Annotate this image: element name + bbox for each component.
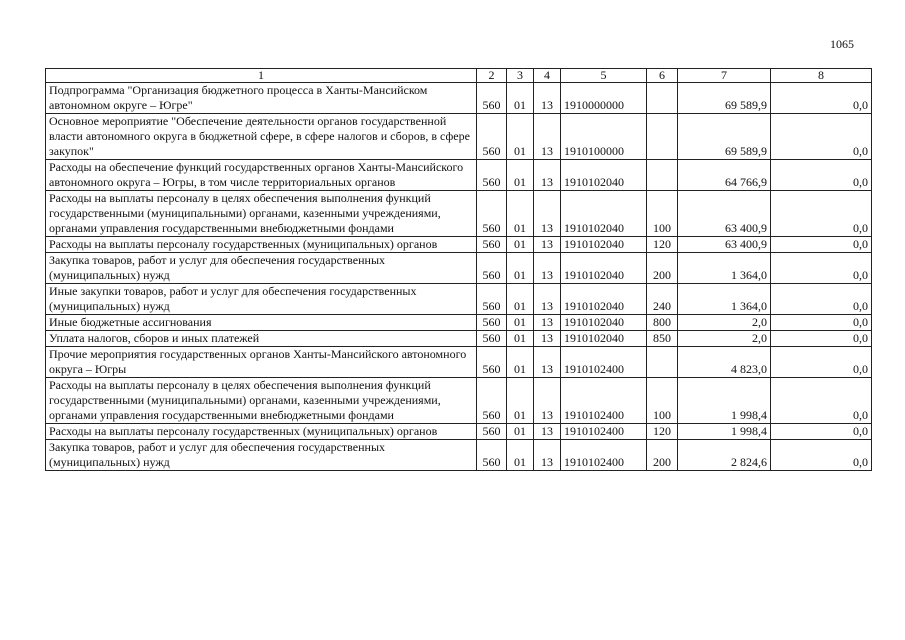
cell-col-4: 13 [534, 440, 561, 471]
cell-col-3: 01 [507, 331, 534, 347]
cell-col-8: 0,0 [771, 284, 872, 315]
column-header-4: 4 [534, 69, 561, 83]
column-header-5: 5 [561, 69, 647, 83]
cell-col-2: 560 [477, 191, 507, 237]
cell-col-4: 13 [534, 378, 561, 424]
page-number: 1065 [830, 37, 854, 51]
cell-col-6: 850 [647, 331, 678, 347]
cell-col-4: 13 [534, 191, 561, 237]
cell-name: Прочие мероприятия государственных органов Ханты-Мансийского автономного округа – Югры [46, 347, 477, 378]
cell-col-4: 13 [534, 284, 561, 315]
cell-col-8: 0,0 [771, 440, 872, 471]
cell-col-7: 63 400,9 [678, 191, 771, 237]
cell-col-6 [647, 347, 678, 378]
cell-col-7: 69 589,9 [678, 114, 771, 160]
budget-table [45, 68, 872, 471]
table-row [46, 378, 872, 424]
table-row [46, 331, 872, 347]
cell-col-4: 13 [534, 83, 561, 114]
cell-name: Расходы на выплаты персоналу в целях обеспечения выполнения функций государственными (муниципальными) органами, казенными учреждениями, органами управления государственными внебюджетными фондами [46, 191, 477, 237]
cell-name: Подпрограмма "Организация бюджетного процесса в Ханты-Мансийском автономном округе – Югре" [46, 83, 477, 114]
header-row [46, 69, 872, 83]
cell-col-6: 120 [647, 237, 678, 253]
cell-col-4: 13 [534, 347, 561, 378]
cell-col-7: 1 364,0 [678, 284, 771, 315]
cell-col-7: 63 400,9 [678, 237, 771, 253]
cell-col-3: 01 [507, 347, 534, 378]
cell-col-3: 01 [507, 191, 534, 237]
column-header-3: 3 [507, 69, 534, 83]
column-header-6: 6 [647, 69, 678, 83]
cell-col-2: 560 [477, 378, 507, 424]
cell-col-2: 560 [477, 347, 507, 378]
cell-col-4: 13 [534, 237, 561, 253]
cell-col-2: 560 [477, 331, 507, 347]
cell-col-7: 2,0 [678, 315, 771, 331]
table-row [46, 424, 872, 440]
cell-col-7: 1 998,4 [678, 378, 771, 424]
cell-col-8: 0,0 [771, 347, 872, 378]
cell-col-5: 1910102040 [561, 237, 647, 253]
table-row [46, 83, 872, 114]
cell-name: Основное мероприятие "Обеспечение деятельности органов государственной власти автономного округа в бюджетной сфере, в сфере налогов и сборов, в сфере закупок" [46, 114, 477, 160]
cell-name: Иные закупки товаров, работ и услуг для обеспечения государственных (муниципальных) нужд [46, 284, 477, 315]
cell-col-6: 200 [647, 440, 678, 471]
cell-col-7: 1 364,0 [678, 253, 771, 284]
cell-col-4: 13 [534, 424, 561, 440]
cell-col-6 [647, 114, 678, 160]
cell-col-5: 1910102400 [561, 424, 647, 440]
cell-col-2: 560 [477, 114, 507, 160]
cell-col-3: 01 [507, 114, 534, 160]
cell-col-5: 1910102040 [561, 253, 647, 284]
cell-col-7: 69 589,9 [678, 83, 771, 114]
cell-col-3: 01 [507, 83, 534, 114]
cell-name: Закупка товаров, работ и услуг для обеспечения государственных (муниципальных) нужд [46, 253, 477, 284]
cell-col-8: 0,0 [771, 191, 872, 237]
cell-col-2: 560 [477, 237, 507, 253]
cell-col-3: 01 [507, 284, 534, 315]
cell-col-8: 0,0 [771, 315, 872, 331]
cell-col-8: 0,0 [771, 331, 872, 347]
cell-col-5: 1910102400 [561, 440, 647, 471]
cell-col-6: 200 [647, 253, 678, 284]
cell-name: Расходы на обеспечение функций государственных органов Ханты-Мансийского автономного округа – Югры, в том числе территориальных органов [46, 160, 477, 191]
cell-col-4: 13 [534, 331, 561, 347]
table-row [46, 347, 872, 378]
table-row [46, 253, 872, 284]
cell-col-2: 560 [477, 83, 507, 114]
cell-col-5: 1910102040 [561, 331, 647, 347]
cell-name: Расходы на выплаты персоналу в целях обеспечения выполнения функций государственными (муниципальными) органами, казенными учреждениями, органами управления государственными внебюджетными фондами [46, 378, 477, 424]
table-row [46, 315, 872, 331]
cell-col-7: 2,0 [678, 331, 771, 347]
cell-col-6: 100 [647, 378, 678, 424]
column-header-8: 8 [771, 69, 872, 83]
table-row [46, 440, 872, 471]
table-row [46, 114, 872, 160]
cell-col-7: 64 766,9 [678, 160, 771, 191]
cell-col-8: 0,0 [771, 114, 872, 160]
cell-col-3: 01 [507, 378, 534, 424]
cell-col-8: 0,0 [771, 160, 872, 191]
cell-col-5: 1910102040 [561, 315, 647, 331]
cell-name: Уплата налогов, сборов и иных платежей [46, 331, 477, 347]
cell-col-2: 560 [477, 315, 507, 331]
table-header [46, 69, 872, 83]
cell-name: Закупка товаров, работ и услуг для обеспечения государственных (муниципальных) нужд [46, 440, 477, 471]
column-header-7: 7 [678, 69, 771, 83]
table-row [46, 237, 872, 253]
cell-name: Расходы на выплаты персоналу государственных (муниципальных) органов [46, 424, 477, 440]
cell-col-3: 01 [507, 253, 534, 284]
cell-col-2: 560 [477, 424, 507, 440]
cell-col-5: 1910100000 [561, 114, 647, 160]
cell-col-4: 13 [534, 114, 561, 160]
cell-col-3: 01 [507, 160, 534, 191]
cell-col-2: 560 [477, 253, 507, 284]
cell-col-4: 13 [534, 315, 561, 331]
column-header-1: 1 [46, 69, 477, 83]
cell-col-7: 2 824,6 [678, 440, 771, 471]
cell-col-8: 0,0 [771, 378, 872, 424]
cell-col-3: 01 [507, 440, 534, 471]
cell-col-3: 01 [507, 315, 534, 331]
cell-col-6: 240 [647, 284, 678, 315]
cell-col-8: 0,0 [771, 253, 872, 284]
cell-col-2: 560 [477, 160, 507, 191]
cell-col-5: 1910102040 [561, 191, 647, 237]
cell-col-2: 560 [477, 284, 507, 315]
cell-col-8: 0,0 [771, 424, 872, 440]
table-row [46, 191, 872, 237]
cell-col-6 [647, 83, 678, 114]
cell-name: Иные бюджетные ассигнования [46, 315, 477, 331]
cell-col-8: 0,0 [771, 237, 872, 253]
cell-col-7: 1 998,4 [678, 424, 771, 440]
table-body [46, 83, 872, 471]
cell-col-5: 1910102040 [561, 284, 647, 315]
cell-col-6: 800 [647, 315, 678, 331]
table-row [46, 160, 872, 191]
cell-name: Расходы на выплаты персоналу государственных (муниципальных) органов [46, 237, 477, 253]
cell-col-3: 01 [507, 237, 534, 253]
cell-col-4: 13 [534, 253, 561, 284]
cell-col-6: 120 [647, 424, 678, 440]
table-row [46, 284, 872, 315]
cell-col-5: 1910102400 [561, 378, 647, 424]
cell-col-5: 1910102040 [561, 160, 647, 191]
cell-col-6: 100 [647, 191, 678, 237]
cell-col-4: 13 [534, 160, 561, 191]
column-header-2: 2 [477, 69, 507, 83]
cell-col-8: 0,0 [771, 83, 872, 114]
cell-col-7: 4 823,0 [678, 347, 771, 378]
cell-col-3: 01 [507, 424, 534, 440]
cell-col-5: 1910102400 [561, 347, 647, 378]
cell-col-2: 560 [477, 440, 507, 471]
cell-col-5: 1910000000 [561, 83, 647, 114]
cell-col-6 [647, 160, 678, 191]
